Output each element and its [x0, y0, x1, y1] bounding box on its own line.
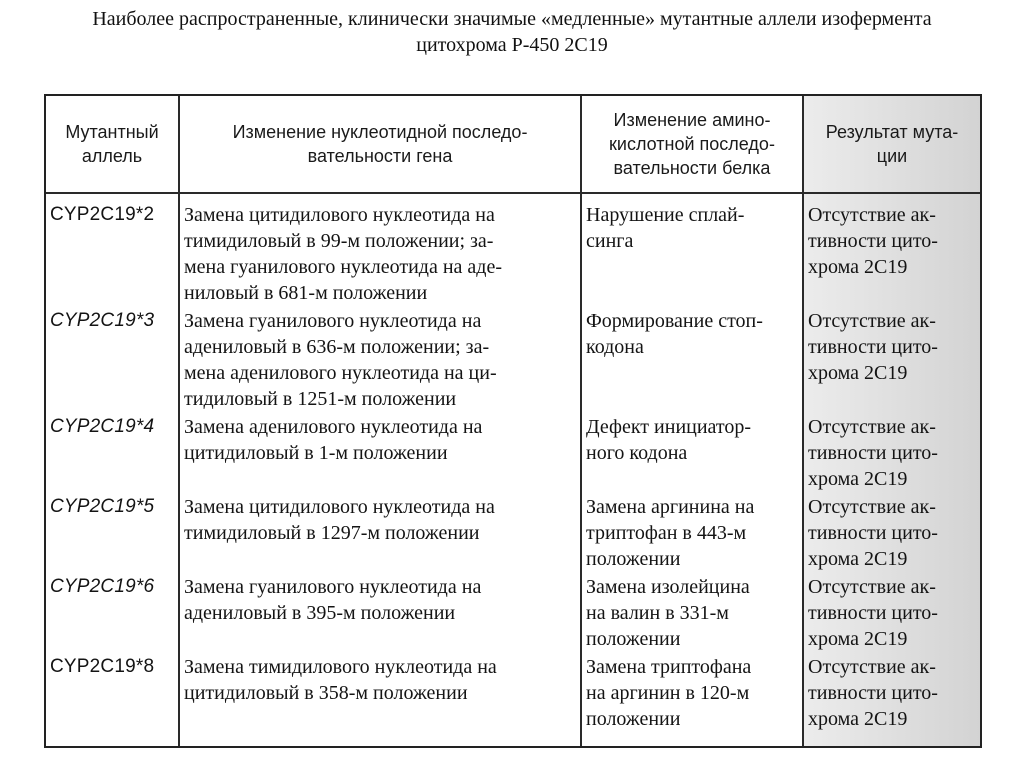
header-divider — [46, 192, 980, 194]
result-cell: Отсутствие ак- тивности цито- хрома 2С19 — [808, 576, 938, 650]
result-cell: Отсутствие ак- тивности цито- хрома 2С19 — [808, 656, 938, 730]
amino-acid-change-cell: Замена триптофана на аргинин в 120-м положении — [586, 656, 752, 730]
nucleotide-change-cell: Замена цитидилового нуклеотида на тимидиловый в 99-м положении; за- мена гуанилового нуклеотида на аде- ниловый в 681-м положении — [184, 204, 503, 304]
amino-acid-change-cell: Замена аргинина на триптофан в 443-м положении — [586, 496, 755, 570]
amino-acid-change-cell: Формирование стоп- кодона — [586, 310, 763, 358]
page-title-line-1: Наиболее распространенные, клинически значимые «медленные» мутантные аллели изофермента — [92, 8, 932, 30]
header-nucleotide-change: Изменение нуклеотидной последо- вательности гена — [232, 122, 528, 166]
result-cell: Отсутствие ак- тивности цито- хрома 2С19 — [808, 310, 938, 384]
amino-acid-change-cell: Замена изолейцина на валин в 331-м положении — [586, 576, 750, 650]
nucleotide-change-cell: Замена аденилового нуклеотида на цитидиловый в 1-м положении — [184, 416, 483, 464]
amino-acid-change-cell: Дефект инициатор- ного кодона — [586, 416, 752, 464]
amino-acid-change-cell: Нарушение сплай- синга — [586, 204, 745, 252]
nucleotide-change-cell: Замена цитидилового нуклеотида на тимидиловый в 1297-м положении — [184, 496, 495, 544]
nucleotide-change-cell: Замена гуанилового нуклеотида на адениловый в 636-м положении; за- мена аденилового нуклеотида на ци- тидиловый в 1251-м положении — [184, 310, 497, 410]
allele-cell: CYP2C19*2 — [50, 204, 155, 225]
result-cell: Отсутствие ак- тивности цито- хрома 2С19 — [808, 204, 938, 278]
header-mutation-result: Результат мута- ции — [825, 122, 959, 166]
nucleotide-change-cell: Замена тимидилового нуклеотида на цитидиловый в 358-м положении — [184, 656, 497, 704]
allele-cell: CYP2C19*8 — [50, 656, 155, 677]
allele-cell: CYP2C19*4 — [50, 416, 155, 437]
alleles-table — [44, 94, 982, 748]
result-cell: Отсутствие ак- тивности цито- хрома 2С19 — [808, 416, 938, 490]
allele-cell: CYP2C19*3 — [50, 310, 155, 331]
header-mutant-allele: Мутантный аллель — [65, 122, 159, 166]
nucleotide-change-cell: Замена гуанилового нуклеотида на адениловый в 395-м положении — [184, 576, 482, 624]
allele-cell: CYP2C19*5 — [50, 496, 155, 517]
allele-cell: CYP2C19*6 — [50, 576, 155, 597]
page-title — [0, 6, 1024, 58]
header-amino-acid-change: Изменение амино- кислотной последо- вательности белка — [609, 110, 775, 178]
result-cell: Отсутствие ак- тивности цито- хрома 2С19 — [808, 496, 938, 570]
page-title-line-2: цитохрома Р-450 2С19 — [416, 34, 608, 56]
